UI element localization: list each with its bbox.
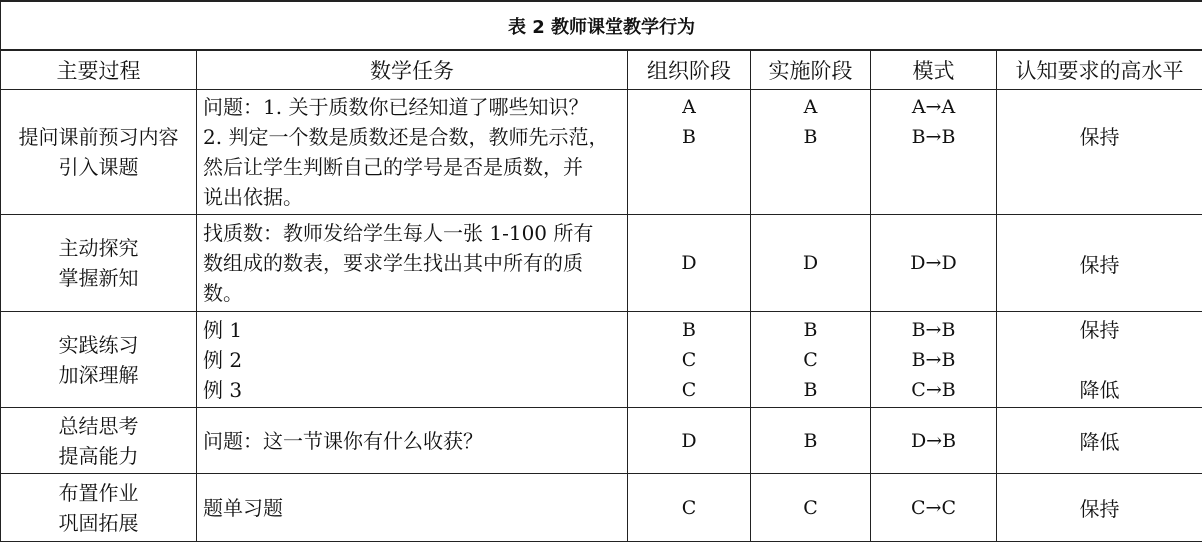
level-cell: 保持: [997, 474, 1202, 542]
implement-cell: A B: [751, 90, 871, 215]
process-cell: 提问课前预习内容 引入课题: [1, 90, 197, 215]
organize-cell: C: [628, 474, 751, 542]
table-title: 表 2 教师课堂教学行为: [1, 1, 1202, 50]
level-cell: 保持: [997, 215, 1202, 312]
table-row: [1, 312, 1202, 408]
mode-cell: D→B: [871, 408, 997, 474]
process-cell: 布置作业 巩固拓展: [1, 474, 197, 542]
table-row: [1, 408, 1202, 474]
header-task: 数学任务: [197, 50, 628, 90]
header-mode: 模式: [871, 50, 997, 90]
mode-cell: A→A B→B: [871, 90, 997, 215]
mode-cell: C→C: [871, 474, 997, 542]
header-level: 认知要求的高水平: [997, 50, 1202, 90]
header-process: 主要过程: [1, 50, 197, 90]
process-cell: 主动探究 掌握新知: [1, 215, 197, 312]
table-row: [1, 90, 1202, 215]
task-cell: 问题：1. 关于质数你已经知道了哪些知识？ 2. 判定一个数是质数还是合数，教师先示范， 然后让学生判断自己的学号是否是质数，并 说出依据。: [197, 90, 628, 215]
task-cell: 找质数：教师发给学生每人一张 1-100 所有 数组成的数表，要求学生找出其中所有的质 数。: [197, 215, 628, 312]
level-cell: 保持: [997, 90, 1202, 215]
process-cell: 实践练习 加深理解: [1, 312, 197, 408]
level-cell: 保持 降低: [997, 312, 1202, 408]
implement-cell: D: [751, 215, 871, 312]
header-organize: 组织阶段: [628, 50, 751, 90]
mode-cell: B→B B→B C→B: [871, 312, 997, 408]
task-cell: 问题：这一节课你有什么收获？: [197, 408, 628, 474]
header-row: [1, 50, 1202, 90]
mode-cell: D→D: [871, 215, 997, 312]
implement-cell: B C B: [751, 312, 871, 408]
task-cell: 例 1 例 2 例 3: [197, 312, 628, 408]
table-row: [1, 215, 1202, 312]
task-cell: 题单习题: [197, 474, 628, 542]
implement-cell: B: [751, 408, 871, 474]
organize-cell: D: [628, 408, 751, 474]
organize-cell: A B: [628, 90, 751, 215]
process-cell: 总结思考 提高能力: [1, 408, 197, 474]
table-row: [1, 474, 1202, 542]
organize-cell: D: [628, 215, 751, 312]
header-implement: 实施阶段: [751, 50, 871, 90]
level-cell: 降低: [997, 408, 1202, 474]
implement-cell: C: [751, 474, 871, 542]
organize-cell: B C C: [628, 312, 751, 408]
